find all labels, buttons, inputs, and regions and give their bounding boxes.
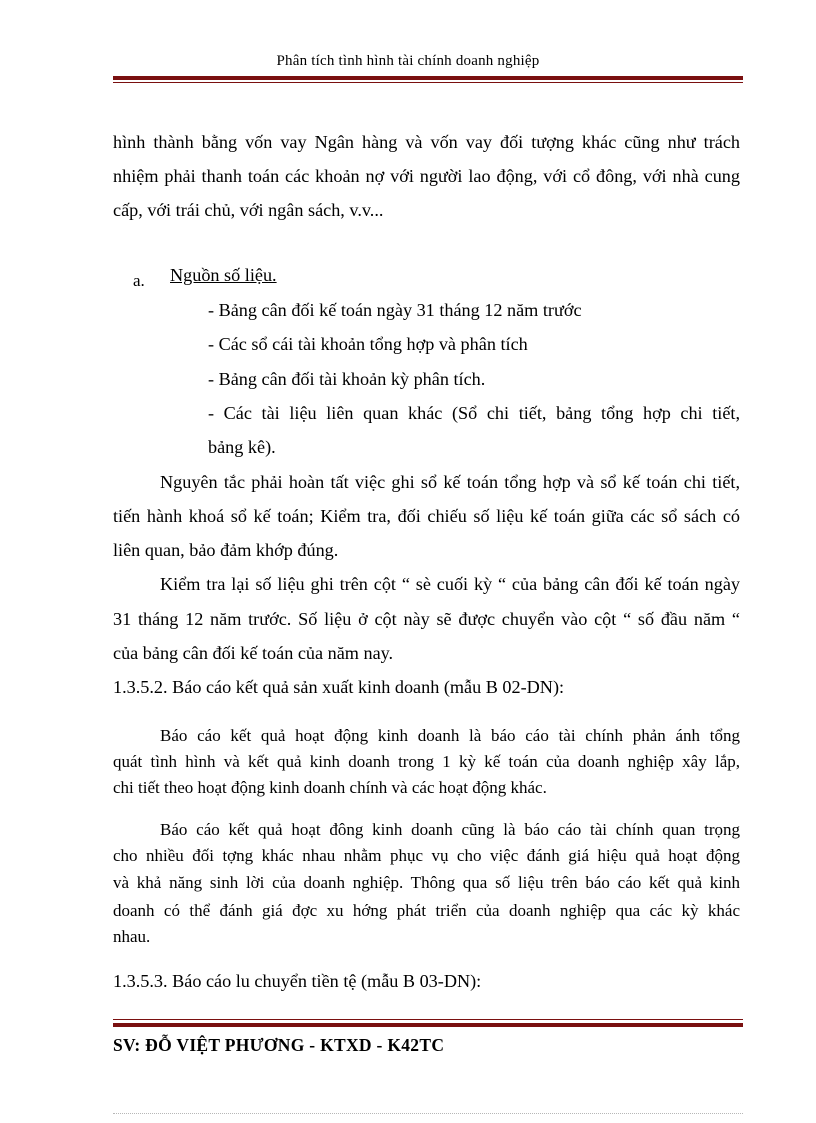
text-line: Nguyên tắc phải hoàn tất việc ghi sổ kế toán tổng hợp và sổ kế toán chi tiết,: [160, 472, 740, 492]
text-line: của bảng cân đối kế toán của năm nay.: [113, 643, 394, 663]
list-item: - Bảng cân đối tài khoản kỳ phân tích.: [208, 369, 486, 389]
header-title: Phân tích tình hình tài chính doanh nghiệp: [276, 53, 540, 69]
text-line: Báo cáo kết quả hoạt động kinh doanh là báo cáo tài chính phản ánh tổng: [160, 726, 740, 745]
text-line: liên quan, bảo đảm khớp đúng.: [113, 540, 339, 560]
text-line: 31 tháng 12 năm trước. Số liệu ở cột này sẽ được chuyển vào cột “ số đầu năm “: [113, 609, 740, 629]
header-rule-thin: [113, 82, 743, 83]
text-line: nhiệm phải thanh toán các khoản nợ với người lao động, với cổ đông, với nhà cung: [113, 166, 740, 186]
text-line: chi tiết theo hoạt động kinh doanh chính và các hoạt động khác.: [113, 778, 547, 797]
page-bottom-dotted-line: [113, 1113, 743, 1114]
list-item: - Các sổ cái tài khoản tổng hợp và phân tích: [208, 334, 528, 354]
text-line: doanh có thể đánh giá đợc xu hớng phát triển của doanh nghiệp qua các kỳ khác: [113, 901, 740, 920]
text-line: nhau.: [113, 927, 151, 946]
list-item: bảng kê).: [208, 437, 276, 457]
text-line: và khả năng sinh lời của doanh nghiệp. Thông qua số liệu trên báo cáo kết quả kinh: [113, 873, 740, 892]
text-line: cấp, với trái chủ, với ngân sách, v.v...: [113, 200, 384, 220]
text-line: cho nhiều đối tợng khác nhau nhằm phục vụ cho việc đánh giá hiệu quả hoạt động: [113, 846, 740, 865]
header-rule-thick: [113, 76, 743, 80]
footer-rule-thin: [113, 1019, 743, 1020]
text-line: hình thành bằng vốn vay Ngân hàng và vốn vay đối tượng khác cũng như trách: [113, 132, 740, 152]
text-line: Báo cáo kết quả hoạt đông kinh doanh cũng là báo cáo tài chính quan trọng: [160, 820, 740, 839]
list-item: - Bảng cân đối kế toán ngày 31 tháng 12 năm trước: [208, 300, 582, 320]
footer-rule-thick: [113, 1023, 743, 1027]
section-a-marker: a.: [133, 271, 145, 290]
text-line: tiến hành khoá sổ kế toán; Kiểm tra, đối chiếu số liệu kế toán giữa các sổ sách có: [113, 506, 740, 526]
text-line: quát tình hình và kết quả kinh doanh trong 1 kỳ kế toán của doanh nghiệp xây lắp,: [113, 752, 740, 771]
section-heading-1353: 1.3.5.3. Báo cáo lu chuyển tiền tệ (mẫu B 03-DN):: [113, 971, 482, 991]
section-heading-1352: 1.3.5.2. Báo cáo kết quả sản xuất kinh doanh (mẫu B 02-DN):: [113, 677, 565, 697]
list-item: - Các tài liệu liên quan khác (Sổ chi tiết, bảng tổng hợp chi tiết,: [208, 403, 740, 423]
footer-student-info: SV: ĐỖ VIỆT PHƯƠNG - KTXD - K42TC: [113, 1035, 445, 1055]
text-line: Kiểm tra lại số liệu ghi trên cột “ sè cuối kỳ “ của bảng cân đối kế toán ngày: [160, 574, 740, 594]
section-a-title: Nguồn số liệu.: [170, 265, 277, 285]
